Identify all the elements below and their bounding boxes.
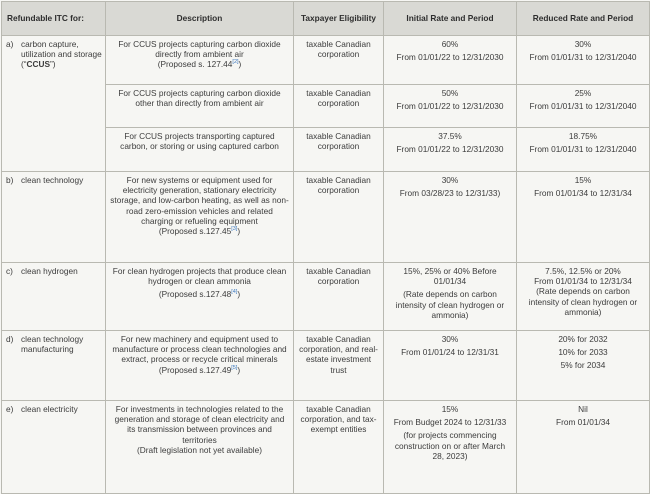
eligibility-cell: taxable Canadian corporation bbox=[294, 36, 384, 85]
eligibility-cell: taxable Canadian corporation bbox=[294, 85, 384, 128]
category-cell bbox=[2, 331, 106, 401]
description-cell: For CCUS projects capturing carbon dioxide other than directly from ambient air bbox=[106, 85, 294, 128]
category-cell bbox=[2, 263, 106, 331]
legislation-reference: (Proposed s.127.45[3]) bbox=[158, 226, 241, 237]
row-letter: e) bbox=[6, 404, 14, 414]
eligibility-cell: taxable Canadian corporation, and tax-exempt entities bbox=[294, 401, 384, 494]
reduced-cell: 25% From 01/01/31 to 12/31/2040 bbox=[517, 85, 650, 128]
description-cell: For new machinery and equipment used to manufacture or process clean technologies and extract, process or recycle critical minerals (Proposed s.127.49[5]) bbox=[106, 331, 294, 401]
reduced-cell: 30% From 01/01/31 to 12/31/2040 bbox=[517, 36, 650, 85]
reduced-cell: 7.5%, 12.5% or 20% From 01/01/34 to 12/31/34 (Rate depends on carbon intensity of clean hydrogen or ammonia) bbox=[517, 263, 650, 331]
table-row bbox=[2, 263, 650, 331]
table-row bbox=[2, 172, 650, 263]
description-cell: For clean hydrogen projects that produce clean hydrogen or clean ammonia (Proposed s.127.48[4]) bbox=[106, 263, 294, 331]
row-letter: c) bbox=[6, 266, 13, 276]
row-letter: b) bbox=[6, 175, 14, 185]
header-reduced: Reduced Rate and Period bbox=[517, 2, 650, 36]
initial-cell: 50% From 01/01/22 to 12/31/2030 bbox=[384, 85, 517, 128]
header-itc: Refundable ITC for: bbox=[2, 2, 106, 36]
legislation-reference: (Proposed s.127.48[4]) bbox=[158, 289, 241, 300]
eligibility-cell: taxable Canadian corporation bbox=[294, 128, 384, 172]
row-letter: d) bbox=[6, 334, 14, 344]
header-description: Description bbox=[106, 2, 294, 36]
description-cell: For CCUS projects transporting captured carbon, or storing or using captured carbon bbox=[106, 128, 294, 172]
eligibility-cell: taxable Canadian corporation, and real-estate investment trust bbox=[294, 331, 384, 401]
footnote-link[interactable]: [2] bbox=[232, 59, 239, 66]
reduced-cell: 20% for 2032 10% for 2033 5% for 2034 bbox=[517, 331, 650, 401]
initial-cell: 60% From 01/01/22 to 12/31/2030 bbox=[384, 36, 517, 85]
footnote-link[interactable]: [5] bbox=[231, 364, 238, 371]
initial-cell: 15%, 25% or 40% Before 01/01/34 (Rate depends on carbon intensity of clean hydrogen or ammonia) bbox=[384, 263, 517, 331]
category-cell bbox=[2, 36, 106, 172]
initial-cell: 37.5% From 01/01/22 to 12/31/2030 bbox=[384, 128, 517, 172]
reduced-cell: 15% From 01/01/34 to 12/31/34 bbox=[517, 172, 650, 263]
eligibility-cell: taxable Canadian corporation bbox=[294, 172, 384, 263]
legislation-reference: (Proposed s. 127.44[2]) bbox=[157, 59, 242, 70]
initial-cell: 30% From 01/01/24 to 12/31/31 bbox=[384, 331, 517, 401]
category-label: clean technology manufacturing bbox=[21, 334, 84, 355]
legislation-reference: (Proposed s.127.49[5]) bbox=[158, 364, 241, 375]
legislation-reference: (Draft legislation not yet available) bbox=[137, 444, 262, 455]
eligibility-cell: taxable Canadian corporation bbox=[294, 263, 384, 331]
category-cell bbox=[2, 172, 106, 263]
itc-table bbox=[1, 1, 650, 494]
footnote-link[interactable]: [4] bbox=[231, 289, 238, 296]
category-label: clean hydrogen bbox=[21, 266, 78, 276]
initial-cell: 15% From Budget 2024 to 12/31/33 (for projects commencing construction on or after March 28, 2023) bbox=[384, 401, 517, 494]
table-row bbox=[2, 36, 650, 85]
description-cell: For CCUS projects capturing carbon dioxide directly from ambient air (Proposed s. 127.44[2]) bbox=[106, 36, 294, 85]
category-label: clean technology bbox=[21, 175, 84, 185]
header-initial: Initial Rate and Period bbox=[384, 2, 517, 36]
footnote-link[interactable]: [3] bbox=[231, 226, 238, 233]
reduced-cell: Nil From 01/01/34 bbox=[517, 401, 650, 494]
header-eligibility: Taxpayer Eligibility bbox=[294, 2, 384, 36]
description-cell: For new systems or equipment used for electricity generation, stationary electricity storage, and low-carbon heating, as well as non-road zero-emission vehicles and related charging or refueling equipment (Proposed s.127.45[3]) bbox=[106, 172, 294, 263]
row-letter: a) bbox=[6, 39, 14, 49]
table-row bbox=[2, 331, 650, 401]
category-cell bbox=[2, 401, 106, 494]
description-cell: For investments in technologies related to the generation and storage of clean electricity and its transmission between provinces and territories (Draft legislation not yet available) bbox=[106, 401, 294, 494]
category-label: clean electricity bbox=[21, 404, 78, 414]
initial-cell: 30% From 03/28/23 to 12/31/33) bbox=[384, 172, 517, 263]
table-row bbox=[2, 401, 650, 494]
reduced-cell: 18.75% From 01/01/31 to 12/31/2040 bbox=[517, 128, 650, 172]
category-label: carbon capture, utilization and storage (“CCUS”) bbox=[21, 39, 102, 70]
